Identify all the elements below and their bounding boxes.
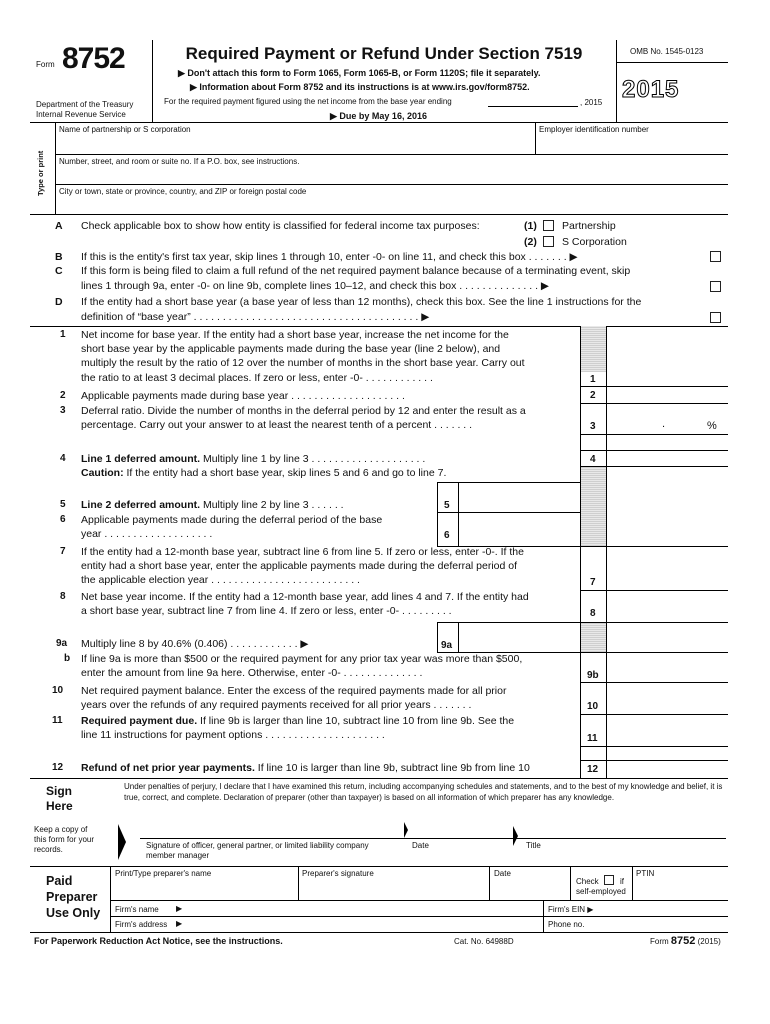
line11-rest: If line 9b is larger than line 10, subtract line 10 from line 9b. See the <box>197 715 515 727</box>
officer-signature-input[interactable] <box>140 820 404 838</box>
base-year-ending-input[interactable] <box>488 95 582 108</box>
entity-name-input[interactable] <box>60 136 534 154</box>
line4-rest: Multiply line 1 by line 3 . . . . . . . . . . . . . . . . . . . . <box>200 453 426 465</box>
line12-box-label: 12 <box>587 764 599 775</box>
perjury-statement: Under penalties of perjury, I declare that I have examined this return, including accompanying schedules and statements, and to the best of my knowledge and belief, it is true, correct, and complete. Declaration of preparer (other than taxpayer) is based on all information of which preparer has any knowledge. <box>124 782 723 802</box>
footer-form-word: Form <box>650 937 669 946</box>
item-c-text-2: lines 1 through 9a, enter -0- on line 9b, complete lines 10–12, and check this box . . . . . . . . . . . . . . ▶ <box>81 280 549 292</box>
entity-name-label: Name of partnership or S corporation <box>59 125 191 134</box>
line9a-text: Multiply line 8 by 40.6% (0.406) . . . . . . . . . . . . ▶ <box>81 638 309 650</box>
self-employed-label: self-employed <box>576 887 626 896</box>
ein-input[interactable] <box>540 136 729 154</box>
line4-caution-bold: Caution: <box>81 467 124 479</box>
partnership-checkbox[interactable] <box>543 220 554 231</box>
line6-box-label: 6 <box>444 530 450 541</box>
line7-text-3: the applicable election year . . . . . . . . . . . . . . . . . . . . . . . . . . <box>81 574 360 586</box>
line6-text-1: Applicable payments made during the deferral period of the base <box>81 514 383 526</box>
line4-bold: Line 1 deferred amount. <box>81 453 201 465</box>
sign-title-2: Here <box>46 799 73 813</box>
ptin-label: PTIN <box>636 869 655 878</box>
item-d-text-1: If the entity had a short base year (a base year of less than 12 months), check this box. See the line 1 instructions for the <box>81 296 642 308</box>
line11-text-2: line 11 instructions for payment options . . . . . . . . . . . . . . . . . . . . . <box>81 729 385 741</box>
due-date: ▶ Due by May 16, 2016 <box>330 111 427 121</box>
item-d-letter: D <box>55 296 63 308</box>
item-b-letter: B <box>55 251 63 263</box>
line3-decimal: . <box>662 418 666 430</box>
preparer-title-2: Preparer <box>46 890 98 904</box>
line9b-text-1: If line 9a is more than $500 or the required payment for any prior tax year was more than $500, <box>81 653 523 665</box>
line7-text-2: entity had a short base year, enter the applicable payments made during the deferral period of <box>81 560 518 572</box>
line11-box-label: 11 <box>587 733 598 744</box>
line3-text-1: Deferral ratio. Divide the number of months in the deferral period by 12 and enter the result as a <box>81 405 526 417</box>
self-employed-checkbox[interactable] <box>604 875 614 885</box>
street-label: Number, street, and room or suite no. If a P.O. box, see instructions. <box>59 157 300 166</box>
line8-box-label: 8 <box>590 608 596 619</box>
date-arrow-icon <box>404 822 408 838</box>
ptin-input[interactable] <box>636 881 730 899</box>
line11-input[interactable] <box>610 731 730 747</box>
signature-label-1: Signature of officer, general partner, or limited liability company <box>146 841 369 850</box>
first-tax-year-checkbox[interactable] <box>710 251 721 262</box>
firm-ein-label: Firm's EIN ▶ <box>548 905 594 914</box>
line12-number: 12 <box>52 762 64 773</box>
keep-copy-3: records. <box>34 845 63 854</box>
if-label: if <box>620 877 624 886</box>
line5-box-label: 5 <box>444 500 450 511</box>
line9b-number: b <box>64 653 71 664</box>
line9b-box-label: 9b <box>587 670 599 681</box>
firm-name-label: Firm's name <box>115 905 159 914</box>
phone-label: Phone no. <box>548 920 585 929</box>
item-c-text-1: If this form is being filed to claim a full refund of the net required payment balance because of a terminating event, skip <box>81 265 631 277</box>
line11-number: 11 <box>52 715 63 726</box>
city-input[interactable] <box>60 198 724 214</box>
city-label: City or town, state or province, country, and ZIP or foreign postal code <box>59 187 307 196</box>
line5-text <box>81 498 344 512</box>
officer-title-input[interactable] <box>522 820 726 838</box>
line7-text-1: If the entity had a 12-month base year, subtract line 6 from line 5. If zero or less, enter -0-. If the <box>81 546 524 558</box>
line8-input[interactable] <box>610 606 730 622</box>
line9b-text-2: enter the amount from line 9a here. Otherwise, enter -0- . . . . . . . . . . . . . . <box>81 667 423 679</box>
omb-number: OMB No. 1545-0123 <box>630 47 704 56</box>
line7-number: 7 <box>60 546 66 557</box>
firm-address-input[interactable] <box>188 917 542 933</box>
check-label: Check <box>576 877 599 886</box>
item-d-text-2: definition of “base year” . . . . . . . . . . . . . . . . . . . . . . . . . . . . . . . . . . . . . . . ▶ <box>81 311 430 323</box>
form-title: Required Payment or Refund Under Section 7519 <box>185 44 583 63</box>
line6-input[interactable] <box>462 528 581 544</box>
line3-box-label: 3 <box>590 421 596 432</box>
line11-bold: Required payment due. <box>81 715 198 727</box>
line1-box-label: 1 <box>590 374 596 385</box>
line3-percent: % <box>707 420 717 432</box>
line4-caution-rest: If the entity had a short base year, skip lines 5 and 6 and go to line 7. <box>123 467 447 479</box>
line9a-input[interactable] <box>462 637 581 653</box>
sign-date-input[interactable] <box>410 820 514 838</box>
line10-box-label: 10 <box>587 701 599 712</box>
phone-input[interactable] <box>592 917 730 933</box>
line8-number: 8 <box>60 591 66 602</box>
short-base-year-checkbox[interactable] <box>710 312 721 323</box>
line12-text <box>81 761 530 775</box>
line6-text-2: year . . . . . . . . . . . . . . . . . . . <box>81 528 213 540</box>
item-a-opt1-num: (1) <box>524 220 537 232</box>
preparer-title-1: Paid <box>46 874 73 888</box>
signature-label-2: member manager <box>146 851 210 860</box>
s-corporation-label: S Corporation <box>562 236 627 248</box>
line2-box-label: 2 <box>590 390 596 401</box>
instruction-line1: ▶ Don't attach this form to Form 1065, Form 1065-B, or Form 1120S; file it separately. <box>178 68 541 78</box>
line10-input[interactable] <box>610 699 730 715</box>
line7-input[interactable] <box>610 575 730 591</box>
item-c-letter: C <box>55 265 63 277</box>
line5-bold: Line 2 deferred amount. <box>81 499 201 511</box>
sign-date-label: Date <box>412 841 429 850</box>
item-a-letter: A <box>55 220 63 232</box>
line10-number: 10 <box>52 685 64 696</box>
item-a-text: Check applicable box to show how entity is classified for federal income tax purposes: <box>81 220 480 232</box>
line10-text-2: years over the refunds of any required payments received for all prior years . . . . . . . <box>81 699 472 711</box>
preparer-signature-label: Preparer's signature <box>302 869 374 878</box>
line7-box-label: 7 <box>590 577 596 588</box>
preparer-name-label: Print/Type preparer's name <box>115 869 212 878</box>
line4-number: 4 <box>60 453 66 464</box>
line5-rest: Multiply line 2 by line 3 . . . . . . <box>200 499 344 511</box>
footer-form-year: (2015) <box>697 937 721 946</box>
paperwork-notice: For Paperwork Reduction Act Notice, see the instructions. <box>34 936 283 946</box>
line3-text-2: percentage. Carry out your answer to at least the nearest tenth of a percent . . . . . . . <box>81 419 473 431</box>
ein-label: Employer identification number <box>539 125 649 134</box>
base-year-suffix: , 2015 <box>580 98 603 107</box>
preparer-title-3: Use Only <box>46 906 101 920</box>
line1-text-2: short base year by the applicable payments made during the base year (line 2 below), and <box>81 343 501 355</box>
line3-number: 3 <box>60 405 66 416</box>
form-word: Form <box>36 60 55 69</box>
type-or-print-label: Type or print <box>36 150 45 196</box>
line12-rest: If line 10 is larger than line 9b, subtract line 9b from line 10 <box>254 762 530 774</box>
firm-address-label: Firm's address <box>115 920 168 929</box>
line12-bold: Refund of net prior year payments. <box>81 762 255 774</box>
line11-text-1 <box>81 714 514 728</box>
sign-title-1: Sign <box>46 784 72 798</box>
line1-text-4: the ratio to at least 3 decimal places. If zero or less, enter -0- . . . . . . . . . . . . <box>81 372 433 384</box>
preparer-signature-input[interactable] <box>302 881 490 899</box>
sign-title-label: Title <box>526 841 541 850</box>
line12-input[interactable] <box>610 762 730 778</box>
preparer-name-input[interactable] <box>115 881 299 899</box>
line10-text-1: Net required payment balance. Enter the excess of the required payments made for all prior <box>81 685 507 697</box>
line8-text-1: Net base year income. If the entity had a 12-month base year, add lines 4 and 7. If the entity had <box>81 591 529 603</box>
line4-box-label: 4 <box>590 454 596 465</box>
keep-copy-1: Keep a copy of <box>34 825 88 834</box>
partnership-label: Partnership <box>562 220 616 232</box>
base-year-text: For the required payment figured using the net income from the base year ending <box>164 97 452 106</box>
line6-number: 6 <box>60 514 66 525</box>
cat-number: Cat. No. 64988D <box>454 937 514 946</box>
line8-text-2: a short base year, subtract line 7 from line 4. If zero or less, enter -0- . . . . . . . . . <box>81 605 452 617</box>
footer-form <box>650 935 721 947</box>
item-a-opt2-num: (2) <box>524 236 537 248</box>
line2-number: 2 <box>60 390 66 401</box>
keep-copy-2: this form for your <box>34 835 95 844</box>
tax-year: 2015 <box>622 76 680 103</box>
s-corporation-checkbox[interactable] <box>543 236 554 247</box>
line4-caution <box>81 466 446 480</box>
line1-text-1: Net income for base year. If the entity had a short base year, increase the net income for the <box>81 329 509 341</box>
line2-text: Applicable payments made during base year . . . . . . . . . . . . . . . . . . . . <box>81 390 405 402</box>
form-number: 8752 <box>62 42 125 75</box>
preparer-date-label: Date <box>494 869 511 878</box>
line4-text <box>81 452 425 466</box>
sign-arrow-icon <box>118 824 126 860</box>
firm-address-arrow-icon: ▶ <box>176 919 183 928</box>
line9a-number: 9a <box>56 638 68 649</box>
preparer-date-input[interactable] <box>494 881 572 899</box>
item-b-text: If this is the entity's first tax year, skip lines 1 through 10, enter -0- on line 11, and check this box . . . . . . . ▶ <box>81 251 578 263</box>
dept-line1: Department of the Treasury <box>36 100 134 109</box>
dept-line2: Internal Revenue Service <box>36 110 126 119</box>
instruction-line2: ▶ Information about Form 8752 and its instructions is at www.irs.gov/form8752. <box>190 82 530 92</box>
line1-number: 1 <box>60 329 66 340</box>
full-refund-checkbox[interactable] <box>710 281 721 292</box>
firm-name-arrow-icon: ▶ <box>176 904 183 913</box>
line1-text-3: multiply the result by the ratio of 12 over the number of months in the short base year. Carry out <box>81 357 525 369</box>
line5-number: 5 <box>60 499 66 510</box>
line2-input[interactable] <box>610 388 730 404</box>
footer-form-number: 8752 <box>670 935 696 947</box>
line9a-box-label: 9a <box>441 640 453 651</box>
